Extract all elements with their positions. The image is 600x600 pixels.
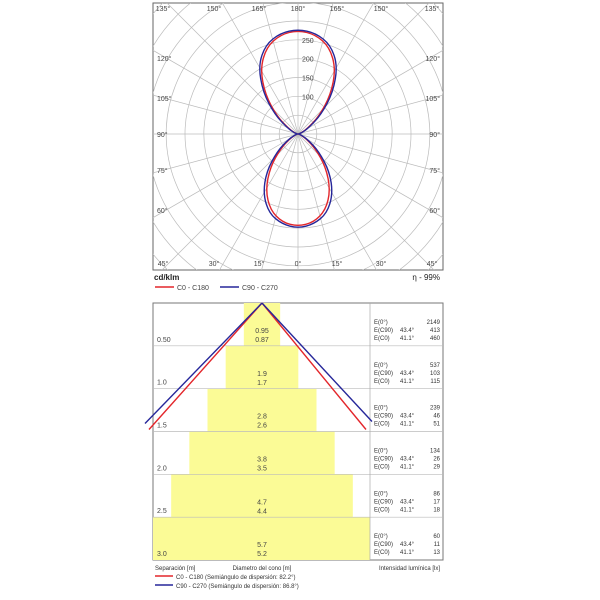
legend-label-c0: C0 - C180 [177,285,209,292]
angle-label-bottom: 45° [426,261,438,268]
illuminance-label: E(C0) [374,464,390,471]
radial-tick-label: 150 [302,75,314,83]
cone-diameter-c90: 0.95 [255,328,269,335]
radial-tick-label: 100 [302,94,314,102]
illuminance-label: E(C0) [374,507,390,514]
radial-tick-label: 200 [302,56,314,64]
illuminance-value: 26 [433,456,440,463]
angle-label-left: 105° [157,96,172,103]
separation-value: 0.50 [157,336,171,344]
illuminance-angle: 43.4° [400,370,415,377]
angle-label-bottom: 45° [157,261,169,268]
illuminance-label: E(0°) [374,405,388,412]
illuminance-label: E(C90) [374,456,394,463]
separation-value: 1.0 [157,379,167,387]
illuminance-value: 18 [433,507,440,514]
angle-label-right: 105° [425,96,440,103]
cone-legend-label-c0: C0 - C180 (Semiángulo de dispersión: 82.2°) [176,575,296,581]
illuminance-value: 537 [429,362,440,369]
illuminance-angle: 41.1° [400,421,415,428]
illuminance-value: 86 [433,491,440,498]
cone-diameter-c90: 1.9 [257,370,267,378]
cone-diameter-c0: 0.87 [255,337,269,344]
angle-label-top: 165° [329,6,345,13]
angle-label-left: 120° [157,56,172,63]
angle-label-top: 150° [373,6,389,13]
cone-diameter-c0: 2.6 [257,422,267,430]
illuminance-angle: 43.4° [400,413,415,420]
illuminance-label: E(C90) [374,499,394,506]
footer-diameter: Diametro del cono [m] [232,566,292,572]
cone-diameter-c90: 4.7 [257,499,267,507]
angle-label-bottom: 0° [294,261,302,268]
illuminance-angle: 43.4° [400,542,415,549]
illuminance-label: E(C90) [374,413,394,420]
cone-legend-label-c90: C90 - C270 (Semiángulo de dispersión: 86.8°) [176,584,299,590]
illuminance-label: E(C90) [374,370,394,377]
separation-value: 2.0 [157,465,167,473]
illuminance-label: E(C0) [374,550,390,557]
illuminance-value: 134 [429,448,440,455]
legend-label-c90: C90 - C270 [242,285,278,292]
illuminance-value: 17 [433,499,440,506]
illuminance-value: 239 [429,405,440,412]
angle-label-bottom: 15° [331,261,343,268]
illuminance-label: E(0°) [374,362,388,369]
footer-intensity: Intensidad lumínica [lx] [378,566,440,572]
illuminance-angle: 41.1° [400,336,415,342]
angle-label-top: 150° [206,6,222,13]
illuminance-label: E(C90) [374,328,394,334]
angle-label-bottom: 30° [375,261,387,268]
unit-label: cd/klm [154,273,180,282]
angle-label-bottom: 30° [208,261,220,268]
illuminance-angle: 41.1° [400,378,415,385]
illuminance-value: 13 [433,550,440,557]
illuminance-value: 11 [433,542,440,549]
illuminance-label: E(C90) [374,542,394,549]
cone-diameter-c0: 1.7 [257,379,267,387]
separation-value: 3.0 [157,551,167,558]
cone-diameter-c90: 2.8 [257,413,267,421]
cone-diameter-c0: 3.5 [257,465,267,473]
illuminance-angle: 43.4° [400,456,415,463]
illuminance-angle: 43.4° [400,499,415,506]
cone-diameter-c0: 4.4 [257,508,267,516]
illuminance-value: 60 [433,534,440,541]
angle-label-left: 60° [157,208,168,215]
angle-label-left: 75° [157,168,168,175]
illuminance-value: 29 [433,464,440,471]
illuminance-label: E(0°) [374,320,388,326]
illuminance-value: 115 [430,378,440,385]
illuminance-label: E(C0) [374,378,390,385]
illuminance-value: 103 [429,370,440,377]
illuminance-angle: 41.1° [400,550,415,557]
angle-label-top: 180° [290,6,306,13]
cone-diameter-c90: 5.7 [257,542,267,550]
angle-label-right: 60° [429,208,440,215]
illuminance-value: 460 [429,336,440,342]
angle-label-top: 135° [155,6,171,13]
separation-value: 1.5 [157,422,167,430]
footer-separation: Separación [m] [155,566,196,572]
illuminance-label: E(C0) [374,336,390,342]
angle-label-top: 135° [424,6,440,13]
angle-label-right: 120° [425,56,440,63]
illuminance-angle: 41.1° [400,507,415,514]
illuminance-label: E(0°) [374,448,388,455]
cone-diameter-c90: 3.8 [257,456,267,464]
illuminance-value: 51 [433,421,440,428]
illuminance-angle: 43.4° [400,328,415,334]
radial-tick-label: 250 [302,37,314,45]
angle-label-left: 90° [157,132,168,139]
angle-label-right: 90° [429,132,440,139]
angle-label-right: 75° [429,168,440,175]
angle-label-top: 165° [251,6,267,13]
illuminance-value: 46 [433,413,440,420]
cone-diameter-c0: 5.2 [257,551,267,559]
illuminance-label: E(0°) [374,491,388,498]
efficiency-label: η - 99% [412,273,440,282]
illuminance-value: 2149 [426,320,440,326]
illuminance-value: 413 [429,328,440,334]
separation-value: 2.5 [157,508,167,516]
angle-label-bottom: 15° [253,261,265,268]
illuminance-label: E(C0) [374,421,390,428]
illuminance-label: E(0°) [374,534,388,541]
illuminance-angle: 41.1° [400,464,415,471]
